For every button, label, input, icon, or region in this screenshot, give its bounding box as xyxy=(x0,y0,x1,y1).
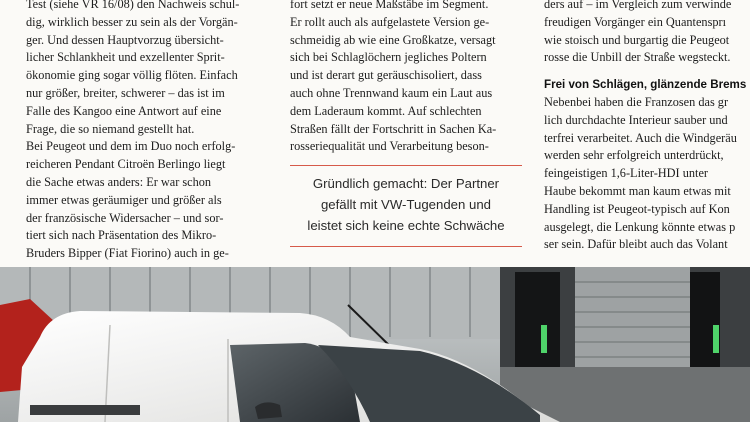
pull-quote-line: gefällt mit VW-Tugenden und xyxy=(320,197,492,212)
dock-seal xyxy=(515,272,560,367)
text-line: wie stoisch und burgartig die Peugeot xyxy=(544,32,730,47)
text-line: ders auf – im Vergleich zum verwinde xyxy=(544,0,732,11)
text-line: Bruders Bipper (Fiat Fiorino) auch in ge- xyxy=(26,246,229,261)
text-line: Haube bekommt man kaum etwas mit xyxy=(544,183,731,198)
text-line: ger. Und dessen Hauptvorzug übersicht- xyxy=(26,32,224,47)
text-line: ausgelegt, die Lenkung könnte etwas p xyxy=(544,219,736,234)
text-line: ser sein. Dafür bleibt auch das Volant xyxy=(544,237,728,252)
text-line: rosseriequalität und Verarbeitung beson- xyxy=(290,139,489,154)
text-line: tiert sich nach Präsentation des Mikro- xyxy=(26,228,217,243)
spacer xyxy=(544,67,750,76)
text-line: licher Schlankheit und exzellenter Sprit- xyxy=(26,50,225,65)
pull-quote xyxy=(290,165,522,247)
green-light xyxy=(713,325,719,353)
pull-quote-line: leistet sich keine echte Schwäche xyxy=(307,218,505,233)
text-line: schmeidig ab wie eine Großkatze, versagt xyxy=(290,32,496,47)
text-line: nur größer, breiter, schwerer – das ist im xyxy=(26,85,225,100)
article-column-3 xyxy=(544,0,750,254)
text-line: werden sehr erfolgreich unterdrückt, xyxy=(544,148,724,163)
pull-quote-line: Gründlich gemacht: Der Partner xyxy=(312,176,500,191)
text-line: rosse die Unbill der Straße wegsteckt. xyxy=(544,50,731,65)
text-line: immer etwas geräumiger und größer als xyxy=(26,192,222,207)
text-line: Straßen fällt der Fortschritt in Sachen Ka- xyxy=(290,121,497,136)
text-line: Test (siehe VR 16/08) den Nachweis schul- xyxy=(26,0,240,11)
text-line: der französische Widersacher – und sor- xyxy=(26,210,224,225)
green-light xyxy=(541,325,547,353)
van-photo xyxy=(0,267,750,422)
text-line: lich durchdachte Interieur sauber und xyxy=(544,112,728,127)
section-subheading: Frei von Schlägen, glänzende Brems xyxy=(544,78,747,92)
text-line: Falle des Kangoo eine Antwort auf eine xyxy=(26,103,222,118)
text-line: terfrei verarbeitet. Auch die Windgeräu xyxy=(544,130,737,145)
text-line: Er rollt auch als aufgelastete Version ge- xyxy=(290,14,490,29)
text-line: freudigen Vorgänger ein Quantensprı xyxy=(544,14,727,29)
text-line: dig, wirklich besser zu sein als der Vorgän- xyxy=(26,14,238,29)
text-line: Nebenbei haben die Franzosen das gr xyxy=(544,94,729,109)
text-line: Frage, die so niemand gestellt hat. xyxy=(26,121,195,136)
side-mirror xyxy=(255,402,282,419)
text-line: die Sache etwas anders: Er war schon xyxy=(26,174,212,189)
side-bump-strip xyxy=(30,405,140,415)
text-line: auch ohne Trennwand kaum ein Laut aus xyxy=(290,85,493,100)
text-line: feingeistigen 1,6-Liter-HDI unter xyxy=(544,166,708,181)
article-column-1 xyxy=(26,0,272,263)
text-line: Bei Peugeot und dem im Duo noch erfolg- xyxy=(26,139,236,154)
article-column-2 xyxy=(290,0,522,156)
text-line: reicheren Pendant Citroën Berlingo liegt xyxy=(26,157,226,172)
text-line: ökonomie ging sogar völlig flöten. Einfach xyxy=(26,68,238,83)
text-line: Handling ist Peugeot-typisch auf Kon xyxy=(544,201,730,216)
text-line: und ist derart gut geräuschisoliert, dass xyxy=(290,68,482,83)
text-line: sich bei Schlaglöchern jegliches Poltern xyxy=(290,50,487,65)
text-line: dem Laderaum kommt. Auf schlechten xyxy=(290,103,482,118)
text-line: fort setzt er neue Maßstäbe im Segment. xyxy=(290,0,489,11)
